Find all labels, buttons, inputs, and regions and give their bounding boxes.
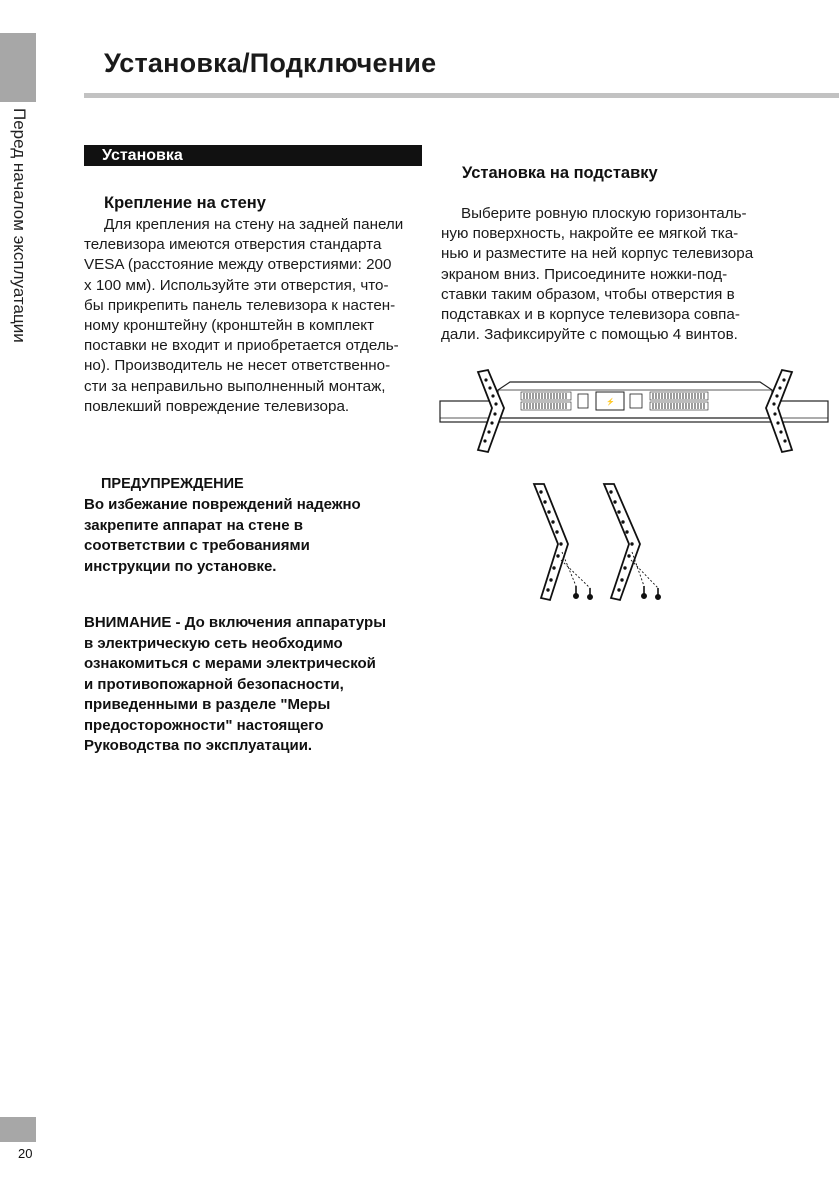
- text-line: VESA (расстояние между отверстиями: 200: [84, 256, 392, 274]
- text-line: экраном вниз. Присоедините ножки-под-: [441, 265, 728, 283]
- text-line: повлекший повреждение телевизора.: [84, 397, 350, 415]
- title-divider: [84, 93, 839, 98]
- text-line: ставки таким образом, чтобы отверстия в: [441, 285, 735, 303]
- text-line: ознакомиться с мерами электрической: [84, 655, 376, 672]
- text-line: сти за неправильно выполненный монтаж,: [84, 377, 386, 395]
- attention-text: [84, 613, 386, 757]
- text-line: ному кронштейну (кронштейн в комплект: [84, 317, 375, 335]
- text-line: х 100 мм). Используйте эти отверстия, что-: [84, 276, 389, 294]
- side-tab-label: [3, 108, 35, 398]
- tv-stand-illustration: [438, 368, 832, 456]
- side-tab-marker: [0, 33, 36, 102]
- warning-text: [84, 495, 361, 577]
- page-title: Установка/Подключение: [104, 48, 437, 78]
- text-line: поставки не входит и приобретается отдель-: [84, 337, 399, 355]
- text-line: нью и разместите на ней корпус телевизора: [441, 245, 754, 263]
- text-line: соответствии с требованиями: [84, 537, 310, 554]
- text-line: предосторожности" настоящего: [84, 716, 324, 734]
- stand-mount-heading: Установка на подставку: [462, 164, 658, 182]
- text-line: Выберите ровную плоскую горизонталь-: [461, 205, 747, 222]
- text-line: закрепите аппарат на стене в: [84, 516, 303, 534]
- text-line: ВНИМАНИЕ - До включения аппаратуры: [84, 614, 386, 631]
- text-line: Руководства по эксплуатации.: [84, 737, 313, 754]
- stand-legs-screws-illustration: [528, 482, 670, 606]
- text-line: телевизора имеются отверстия стандарта: [84, 236, 382, 254]
- text-line: в электрическую сеть необходимо: [84, 634, 343, 652]
- text-line: но). Производитель не несет ответственно-: [84, 357, 391, 375]
- section-header-bar: Установка: [84, 145, 422, 166]
- side-tab-text: Перед началом эксплуатации: [10, 108, 29, 343]
- page-number-marker: [0, 1117, 36, 1142]
- wall-mount-text: [84, 215, 403, 417]
- stand-mount-text: [441, 204, 753, 345]
- text-line: бы прикрепить панель телевизора к настен-: [84, 296, 396, 314]
- warning-heading: ПРЕДУПРЕЖДЕНИЕ: [101, 476, 244, 492]
- text-line: приведенными в разделе "Меры: [84, 696, 331, 713]
- text-line: дали. Зафиксируйте с помощью 4 винтов.: [441, 326, 738, 344]
- page-number: 20: [18, 1146, 33, 1161]
- text-line: и противопожарной безопасности,: [84, 675, 344, 693]
- text-line: Во избежание повреждений надежно: [84, 496, 361, 513]
- text-line: инструкции по установке.: [84, 557, 277, 575]
- text-line: ную поверхность, накройте ее мягкой тка-: [441, 225, 739, 243]
- svg-text:⚡: ⚡: [606, 399, 615, 406]
- text-line: подставках и в корпусе телевизора совпа-: [441, 306, 740, 324]
- wall-mount-heading: Крепление на стену: [104, 194, 266, 212]
- text-line: Для крепления на стену на задней панели: [104, 216, 404, 233]
